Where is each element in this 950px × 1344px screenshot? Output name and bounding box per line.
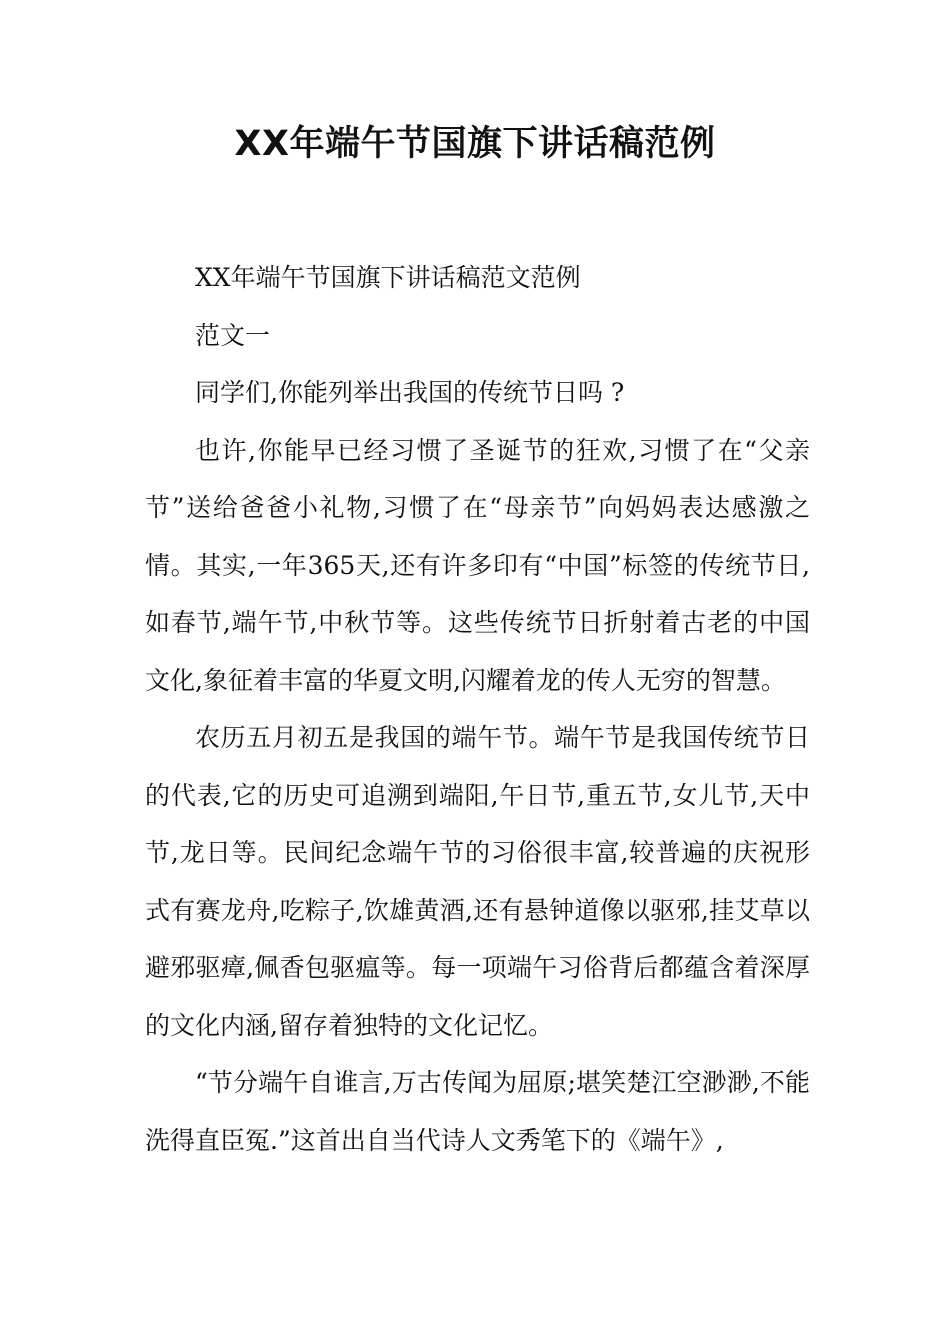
- body-paragraph: 范文一: [195, 320, 271, 350]
- document-title: XX年端午节国旗下讲话稿范例: [234, 124, 716, 164]
- document-body: [145, 249, 810, 1169]
- body-paragraph: 也许,你能早已经习惯了圣诞节的狂欢,习惯了在“父亲节”送给爸爸小礼物,习惯了在“母亲节”向妈妈表达感激之情。其实,一年365天,还有许多印有“中国”标签的传统节日,如春节,端午节,中秋节等。这些传统节日折射着古老的中国文化,象征着丰富的华夏文明,闪耀着龙的传人无穷的智慧。: [145, 435, 810, 695]
- body-paragraph: 同学们,你能列举出我国的传统节日吗 ?: [195, 378, 625, 407]
- body-paragraph: “节分端午自谁言,万古传闻为屈原;堪笑楚江空渺渺,不能洗得直臣冤.”这首出自当代诗人文秀笔下的《端午》,: [145, 1068, 810, 1155]
- body-paragraph: 农历五月初五是我国的端午节。端午节是我国传统节日的代表,它的历史可追溯到端阳,午日节,重五节,女儿节,天中节,龙日等。民间纪念端午节的习俗很丰富,较普遍的庆祝形式有赛龙舟,吃粽子,饮雄黄酒,还有悬钟道像以驱邪,挂艾草以避邪驱瘴,佩香包驱瘟等。每一项端午习俗背后都蕴含着深厚的文化内涵,留存着独特的文化记忆。: [145, 723, 810, 1040]
- body-paragraph: XX年端午节国旗下讲话稿范文范例: [195, 263, 581, 292]
